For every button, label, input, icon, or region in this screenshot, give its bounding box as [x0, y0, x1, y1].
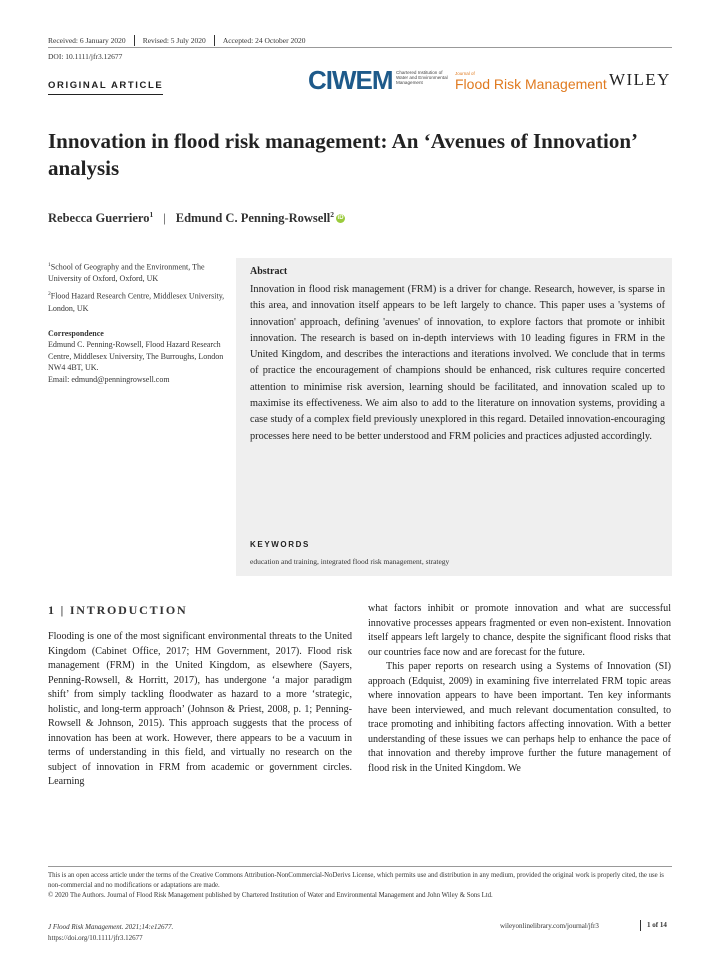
author-separator: |	[163, 210, 166, 225]
author-2-affil: 2	[330, 210, 335, 219]
intro-paragraph-1-cont: what factors inhibit or promote innovation and what are successful innovative processes appears fragmented or even non-existent. Innovation itself appears left largely to chance, despite the significant flood risks that our countries face now and are forecast for the future.	[368, 603, 671, 658]
affiliation-1-text: School of Geography and the Environment, The University of Oxford, Oxford, UK	[48, 262, 205, 284]
affiliation-2-sup: 2	[48, 291, 51, 298]
affiliation-2-text: Flood Hazard Research Centre, Middlesex University, London, UK	[48, 292, 225, 313]
page-number: 1 of 14	[640, 920, 667, 931]
author-list	[48, 210, 345, 226]
journal-logo: Flood Risk Management	[455, 76, 607, 92]
accepted-date: Accepted: 24 October 2020	[222, 35, 306, 45]
header-divider	[48, 47, 672, 48]
section-heading-introduction: 1 | INTRODUCTION	[48, 603, 188, 617]
author-2-name: Edmund C. Penning-Rowsell	[175, 211, 331, 226]
article-title: Innovation in flood risk management: An ‘Avenues of Innovation’ analysis	[48, 129, 637, 180]
author-1-name: Rebecca Guerriero	[48, 211, 150, 226]
intro-paragraph-2: This paper reports on research using a Systems of Innovation (SI) approach (Edquist, 2009) in examining five interrelated FRM topic areas where innovation appears to have been important. Ten key informants have been interviewed, and much relevant documentation consulted, to trace promoting and inhibiting factors affecting innovation. With a better understanding of these issues we can perhaps help to enhance the pace of that innovation and thereby improve further the future management of flood risk in the United Kingdom. We	[368, 661, 671, 774]
received-date: Received: 6 January 2020	[48, 35, 135, 46]
author-1-affil: 1	[149, 210, 154, 219]
ciwem-logo: CIWEM	[308, 65, 393, 95]
section-tag: ORIGINAL ARTICLE	[48, 80, 163, 95]
doi-link[interactable]: https://doi.org/10.1111/jfr3.12677	[48, 934, 143, 942]
affiliations	[48, 260, 226, 385]
copyright-text: © 2020 The Authors. Journal of Flood Risk Management published by Chartered Institution of Water and Environmental Management and John Wiley & Sons Ltd.	[48, 892, 493, 900]
abstract-body: Innovation in flood risk management (FRM) is a driver for change. Research, however, is sparse in this area, and innovation itself appears to be left largely to chance. This paper uses a 'systems of innovation' approach, defining 'avenues' of innovation, to explore factors that promote or inhibit innovation. The research is based on in-depth interviews with 10 leading figures in FRM in the United Kingdom, and describes the interactions and iterations involved. We conclude that in terms of practice the encouragement of champions should be enhanced, risk cultures require concerted attention to minimise risk aversion, learning should be facilitated, and innovation scaled up to maximise its effectiveness. We aim also to add to the literature on innovation systems, providing a case study of a complex field previously unexplored in this regard. Detailed innovation-encouraging processes here need to be better understood and FRM policies and practices adjusted accordingly.	[250, 284, 665, 442]
revised-date: Revised: 5 July 2020	[135, 35, 215, 46]
license-footnote	[48, 871, 668, 902]
footer-divider	[48, 866, 672, 867]
keywords: education and training, integrated flood risk management, strategy	[250, 557, 450, 566]
orcid-icon[interactable]: iD	[337, 214, 344, 221]
author-1[interactable]	[48, 210, 153, 226]
body-column-right	[368, 602, 671, 776]
article-dates	[48, 33, 314, 47]
publisher-logo: WILEY	[609, 70, 671, 89]
affiliation-2	[48, 289, 226, 313]
body-column-left	[48, 630, 352, 790]
license-text: This is an open access article under the terms of the Creative Commons Attribution-NonCommercial-NoDerivs License, which permits use and distribution in any medium, provided the original work is properly cited, the use is non-commercial and no modifications or adaptations are made.	[48, 872, 664, 890]
journal-citation: J Flood Risk Management. 2021;14:e12677.	[48, 923, 174, 931]
doi[interactable]: DOI: 10.1111/jfr3.12677	[48, 52, 123, 61]
intro-paragraph-1: Flooding is one of the most significant environmental threats to the United Kingdom (Cabinet Office, 2017; HM Government, 2017). Flood risk management (FRM) in the United Kingdom, as elsewhere (Sayers, Penning-Rowsell, & Horritt, 2017), has undergone ‘a major paradigm shift’ from simply tackling floodwater as hazard to a more ‘strategic, holistic, and long-term approach’ (Johnson & Priest, 2008, p. 1; Penning-Rowsell & Johnson, 2015). This approach suggests that the process of innovation has been at work. However, there appears to be a vacuum in terms of understanding in this field, and virtually no research on the subject of innovation in FRM from academic or government circles. Learning	[48, 631, 352, 787]
ciwem-logo-subtitle: Chartered Institution of Water and Environmental Management	[396, 70, 448, 86]
abstract-heading: Abstract	[250, 266, 288, 277]
journal-site-link[interactable]: wileyonlinelibrary.com/journal/jfr3	[500, 922, 599, 930]
author-2[interactable]	[176, 210, 334, 226]
affiliation-1	[48, 260, 226, 284]
journal-prefix: Journal of	[455, 71, 475, 76]
correspondence-text: Edmund C. Penning-Rowsell, Flood Hazard Research Centre, Middlesex University, The Burroughs, London NW4 4BT, UK.	[48, 340, 224, 373]
correspondence-heading: Correspondence	[48, 328, 104, 338]
keywords-heading: KEYWORDS	[250, 540, 310, 549]
journal-reference	[48, 922, 173, 944]
correspondence-email[interactable]: Email: edmund@penningrowsell.com	[48, 374, 170, 384]
affiliation-1-sup: 1	[48, 262, 51, 268]
